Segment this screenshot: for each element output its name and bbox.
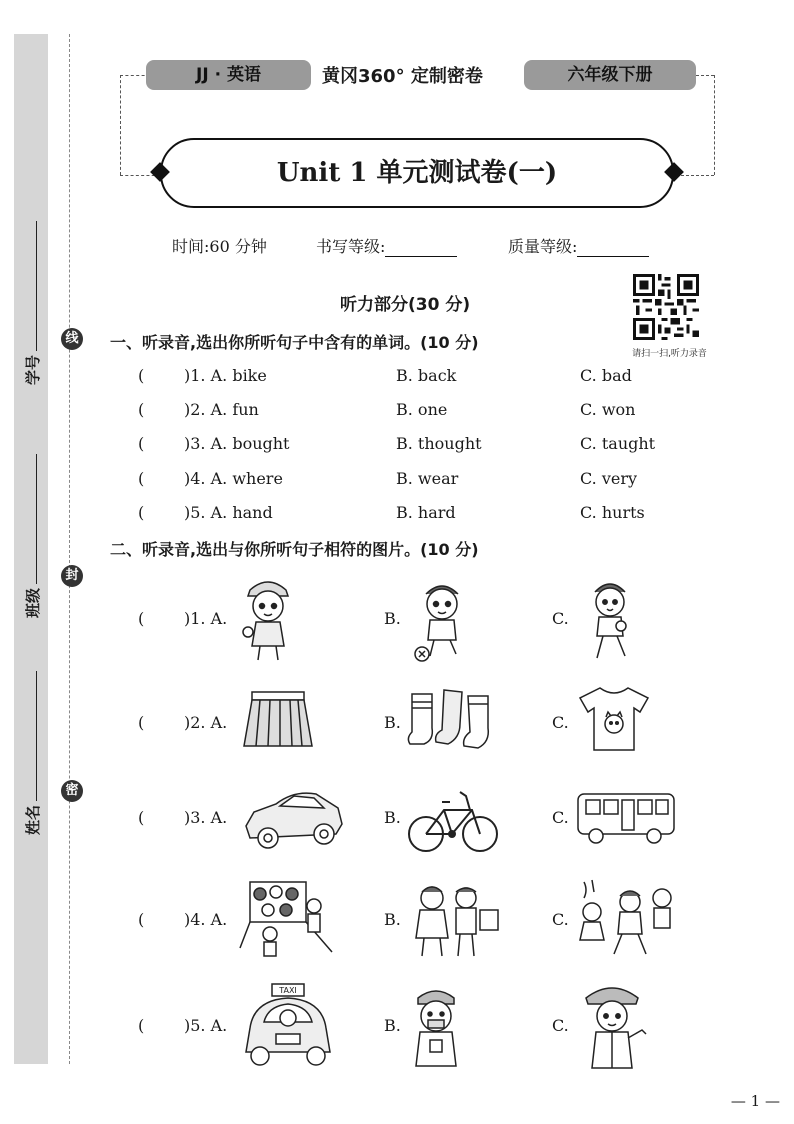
header-dash-right [696,75,714,76]
option-c: C. [552,910,569,929]
children-shopping-picture[interactable] [404,880,504,960]
option-a: )3. A. bought [184,434,290,453]
option-c: C. hurts [580,503,645,522]
section1-row [0,503,794,523]
option-b: B. [384,808,401,827]
section1-row [0,469,794,489]
answer-paren[interactable]: ( [138,503,145,522]
boy-with-ball-picture[interactable] [238,572,298,664]
binding-cut-line [69,34,70,1064]
option-a: )5. A. hand [184,503,273,522]
bus-picture[interactable] [574,790,678,846]
option-c: C. very [580,469,638,488]
section1-heading: 一、听录音,选出你所听句子中含有的单词。(10 分) [110,333,479,352]
time-info: 时间:60 分钟 [172,237,267,256]
seal-secret-mark: 密 [61,780,83,802]
option-c: C. won [580,400,636,419]
boy-running-picture[interactable] [585,574,635,664]
grade-pill: 六年级下册 [524,60,696,90]
section1-row [0,366,794,386]
header-dash-left-vertical [120,75,121,175]
quality-grade-field[interactable] [508,234,649,257]
quality-grade-label: 质量等级: [508,237,578,256]
writing-grade-field[interactable] [316,234,457,257]
option-b: B. [384,713,401,732]
name-field[interactable] [22,671,43,835]
children-at-shop-picture[interactable] [236,878,336,960]
children-dancing-picture[interactable] [574,876,678,960]
class-label: 班级 [24,587,42,618]
socks-picture[interactable] [404,688,500,754]
bicycle-picture[interactable] [406,782,500,856]
title-banner [160,138,674,208]
section2-heading: 二、听录音,选出与你所听句子相符的图片。(10 分) [110,540,479,559]
answer-paren[interactable]: ( [138,400,145,419]
section1-row [0,434,794,454]
option-c: C. [552,808,569,827]
page-number: — 1 — [730,1092,780,1110]
qr-code-icon[interactable] [633,274,699,340]
brand-text: 黄冈360° 定制密卷 [322,66,483,87]
option-a: )1. A. bike [184,366,267,385]
car-picture[interactable] [240,782,346,854]
answer-paren[interactable]: ( [138,366,145,385]
option-b: B. [384,910,401,929]
skirt-picture[interactable] [240,688,316,752]
doctor-picture[interactable] [406,980,466,1070]
name-label: 姓名 [24,804,42,835]
option-b: B. [384,609,401,628]
header-dash-right-vertical [714,75,715,175]
answer-paren[interactable]: ( [138,434,145,453]
listening-heading: 听力部分(30 分) [340,295,471,315]
police-officer-picture[interactable] [576,978,648,1072]
student-number-label: 学号 [24,354,42,385]
option-b: B. [384,1016,401,1035]
option-a: )4. A. [184,910,228,929]
t-shirt-picture[interactable] [576,684,652,754]
option-a: )1. A. [184,609,228,628]
option-a: )5. A. [184,1016,228,1035]
option-b: B. hard [396,503,456,522]
writing-grade-label: 书写等级: [316,237,386,256]
page-title: Unit 1 单元测试卷(一) [276,158,558,188]
option-a: )2. A. fun [184,400,259,419]
answer-paren[interactable]: ( [138,713,145,732]
option-c: C. [552,609,569,628]
option-b: B. thought [396,434,482,453]
student-number-field[interactable] [22,221,43,385]
section1-row [0,400,794,420]
option-b: B. wear [396,469,459,488]
option-c: C. bad [580,366,632,385]
answer-paren[interactable]: ( [138,1016,145,1035]
taxi-driver-picture[interactable] [240,982,336,1068]
subject-pill: JJ · 英语 [146,60,311,90]
taxi-sign-text: TAXI [279,986,297,995]
option-a: )4. A. where [184,469,283,488]
option-c: C. [552,713,569,732]
answer-paren[interactable]: ( [138,469,145,488]
answer-paren[interactable]: ( [138,910,145,929]
option-c: C. taught [580,434,656,453]
option-b: B. one [396,400,448,419]
option-a: )3. A. [184,808,228,827]
qr-caption: 请扫一扫,听力录音 [632,349,707,359]
option-c: C. [552,1016,569,1035]
answer-paren[interactable]: ( [138,808,145,827]
option-a: )2. A. [184,713,228,732]
option-b: B. back [396,366,457,385]
boy-kicking-football-picture[interactable] [410,574,474,664]
answer-paren[interactable]: ( [138,609,145,628]
seal-line-mark: 线 [61,328,83,350]
header-dash-right-bottom [676,175,714,176]
seal-seal-mark: 封 [61,565,83,587]
